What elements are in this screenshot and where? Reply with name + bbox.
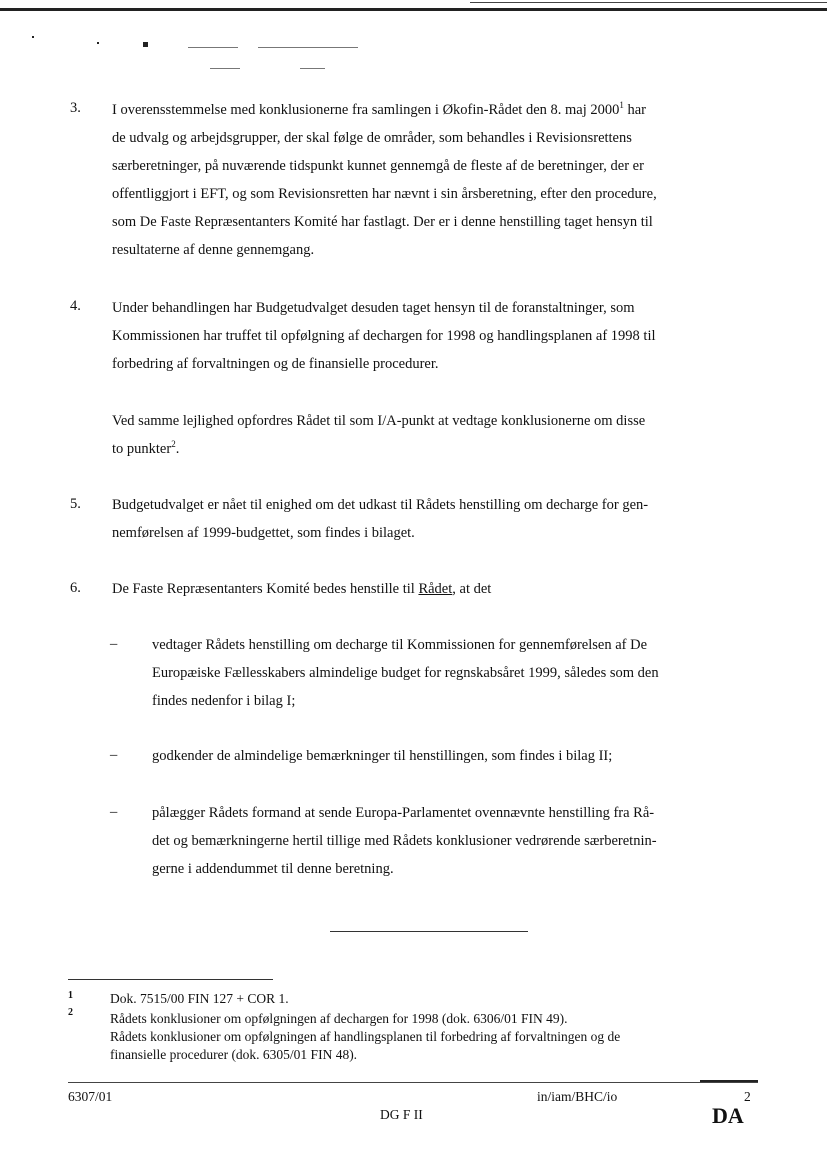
doc-number: 6307/01 xyxy=(68,1089,113,1104)
paragraph-line: de udvalg og arbejdsgrupper, der skal følge de områder, som behandles i Revisionsrettens xyxy=(112,130,632,146)
bullet-line: vedtager Rådets henstilling om decharge til Kommissionen for gennemførelsen af De xyxy=(152,637,648,653)
paragraph-line: offentliggjort i EFT, og som Revisionsretten har nævnt i sin årsberetning, efter den procedure, xyxy=(112,186,657,202)
header-artifact-line xyxy=(188,47,238,48)
paragraph-line: I overensstemmelse med konklusionerne fra samlingen i Økofin-Rådet den 8. maj 2000$^1$ har xyxy=(112,100,647,118)
language-code: DA xyxy=(712,1103,744,1128)
bullet-line: pålægger Rådets formand at sende Europa-Parlamentet ovennævnte henstilling fra Rå- xyxy=(152,805,655,821)
paragraph-line: Under behandlingen har Budgetudvalget desuden taget hensyn til de foranstaltninger, som xyxy=(112,300,635,316)
bullet-dash: – xyxy=(110,804,118,820)
paragraph-line: særberetninger, på nuværende tidspunkt kunnet gennemgå de fleste af de beretninger, der er xyxy=(112,158,644,174)
header-artifact-line xyxy=(300,68,325,69)
paragraph-line: som De Faste Repræsentanters Komité har fastlagt. Der er i denne henstilling taget hensyn til xyxy=(112,214,653,230)
paragraph-line: to punkter$^2$. xyxy=(112,439,180,457)
paragraph-3 xyxy=(112,96,762,264)
footnote-2 xyxy=(110,1010,760,1064)
footnote-ref: 2 xyxy=(171,439,176,450)
paragraph-number: 4. xyxy=(70,298,81,314)
bullet-item xyxy=(152,742,760,770)
footnote-line: Dok. 7515/00 FIN 127 + COR 1. xyxy=(110,991,289,1006)
header-artifact-line xyxy=(210,68,240,69)
bullet-line: det og bemærkningerne hertil tillige med Rådets konklusioner vedrørende særberetnin- xyxy=(152,833,657,849)
paragraph-number: 5. xyxy=(70,496,81,512)
bullet-item xyxy=(152,631,760,715)
paragraph-6 xyxy=(112,575,762,603)
footnote-line: Rådets konklusioner om opfølgningen af handlingsplanen til forbedring af forvaltningen og de xyxy=(110,1029,621,1044)
scan-speck xyxy=(32,36,34,38)
bullet-dash: – xyxy=(110,747,118,763)
page-number: 2 xyxy=(744,1089,751,1104)
bullet-line: Europæiske Fællesskabers almindelige budget for regnskabsåret 1999, således som den xyxy=(152,665,659,681)
fax-header-strip xyxy=(0,0,827,11)
footnote-line: finansielle procedurer (dok. 6305/01 FIN 48). xyxy=(110,1047,358,1062)
bullet-line: findes nedenfor i bilag I; xyxy=(152,693,296,709)
paragraph-4 xyxy=(112,294,762,378)
department: DG F II xyxy=(380,1107,423,1122)
bullet-line: godkender de almindelige bemærkninger til henstillingen, som findes i bilag II; xyxy=(152,748,613,764)
bullet-dash: – xyxy=(110,636,118,652)
section-separator xyxy=(330,931,528,932)
footnote-ref: 1 xyxy=(619,100,624,111)
footnote-mark: 1 xyxy=(68,990,73,1001)
paragraph-line: forbedring af forvaltningen og de finansielle procedurer. xyxy=(112,356,439,372)
footer-rule-accent xyxy=(700,1080,758,1082)
scan-speck xyxy=(97,42,99,44)
paragraph-line: Ved samme lejlighed opfordres Rådet til som I/A-punkt at vedtage konklusionerne om disse xyxy=(112,413,646,429)
paragraph-line: De Faste Repræsentanters Komité bedes henstille til Rådet, at det xyxy=(112,581,492,597)
paragraph-number: 6. xyxy=(70,580,81,596)
paragraph-line: Budgetudvalget er nået til enighed om det udkast til Rådets henstilling om decharge for gen- xyxy=(112,497,649,513)
paragraph-line: resultaterne af denne gennemgang. xyxy=(112,242,315,258)
paragraph-number: 3. xyxy=(70,100,81,116)
footnote-line: Rådets konklusioner om opfølgningen af dechargen for 1998 (dok. 6306/01 FIN 49). xyxy=(110,1011,568,1026)
bullet-item xyxy=(152,799,760,883)
header-artifact-line xyxy=(258,47,358,48)
footnote-rule xyxy=(68,979,273,980)
bullet-line: gerne i addendummet til denne beretning. xyxy=(152,861,394,877)
footnote-1 xyxy=(110,990,760,1008)
footnote-mark: 2 xyxy=(68,1007,73,1018)
paragraph-line: nemførelsen af 1999-budgettet, som findes i bilaget. xyxy=(112,525,415,541)
reference-code: in/iam/BHC/io xyxy=(537,1089,618,1104)
scan-speck xyxy=(143,42,148,47)
paragraph-5 xyxy=(112,491,762,547)
footer-rule xyxy=(68,1082,758,1083)
paragraph-line: Kommissionen har truffet til opfølgning af dechargen for 1998 og handlingsplanen af 1998 til xyxy=(112,328,656,344)
paragraph-4-continued xyxy=(112,407,762,463)
